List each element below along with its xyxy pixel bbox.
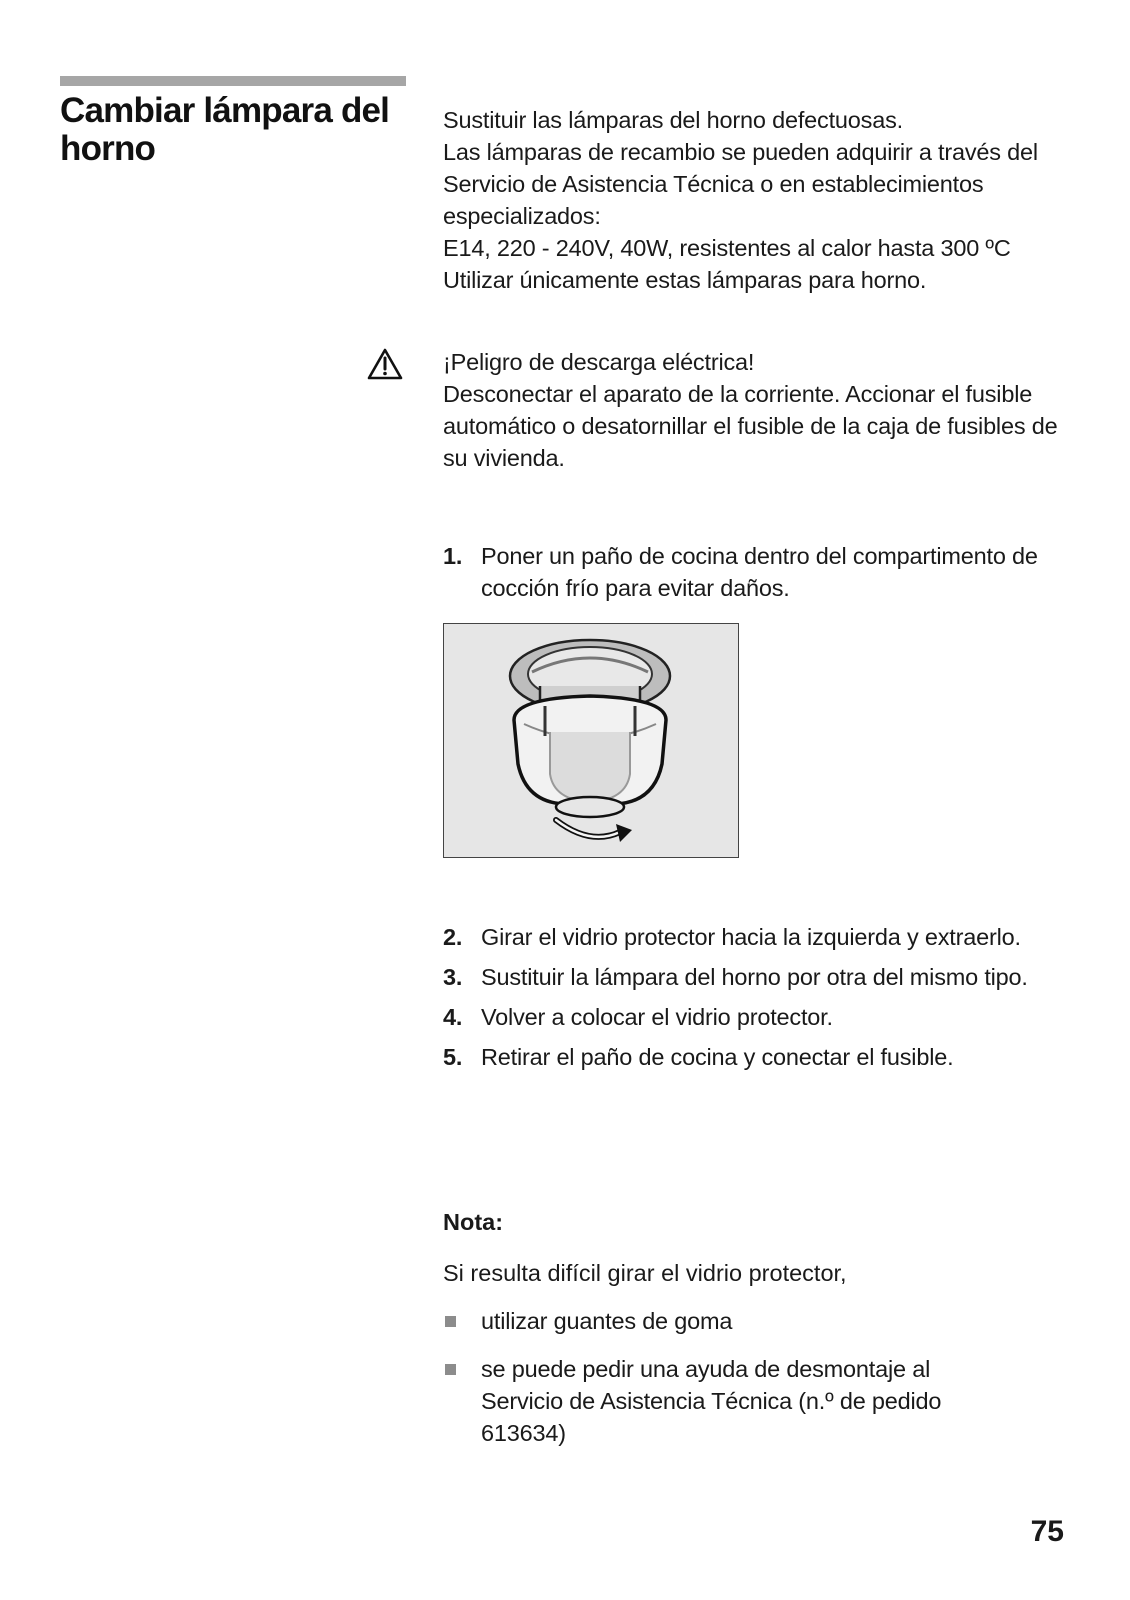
intro-line: Utilizar únicamente estas lámparas para horno. [443, 267, 927, 293]
list-item [443, 540, 1063, 604]
intro-line: Las lámparas de recambio se pueden adquirir a través del Servicio de Asistencia Técnica o en establecimientos especializados: [443, 139, 1038, 229]
bullet-square-icon [445, 1364, 456, 1375]
step-number: 3. [443, 964, 463, 990]
warning-heading: ¡Peligro de descarga eléctrica! [443, 349, 755, 375]
note-heading: Nota: [443, 1209, 504, 1235]
steps-list [443, 540, 1063, 604]
list-item [443, 961, 1063, 993]
bullet-text: utilizar guantes de goma [481, 1308, 733, 1334]
intro-text [443, 104, 1063, 296]
bullet-square-icon [445, 1316, 456, 1327]
warning-triangle-icon [367, 348, 403, 380]
list-item [443, 1305, 1063, 1337]
intro-line: Sustituir las lámparas del horno defectuosas. [443, 107, 903, 133]
steps-list [443, 921, 1063, 1081]
step-number: 4. [443, 1004, 463, 1030]
section-rule [60, 76, 406, 86]
lamp-figure [443, 623, 739, 858]
note-bullets [443, 1305, 1063, 1465]
list-item [443, 921, 1063, 953]
warning-block [443, 346, 1063, 474]
list-item [443, 1353, 1001, 1449]
list-item [443, 1001, 1063, 1033]
step-number: 5. [443, 1044, 463, 1070]
step-text: Sustituir la lámpara del horno por otra del mismo tipo. [481, 964, 1028, 990]
step-text: Retirar el paño de cocina y conectar el fusible. [481, 1044, 954, 1070]
list-item [443, 1041, 1063, 1073]
note-text: Si resulta difícil girar el vidrio protector, [443, 1260, 847, 1286]
step-text: Poner un paño de cocina dentro del compartimento de cocción frío para evitar daños. [481, 543, 1038, 601]
step-number: 2. [443, 924, 463, 950]
step-text: Volver a colocar el vidrio protector. [481, 1004, 833, 1030]
page-title: Cambiar lámpara del horno [60, 91, 390, 168]
step-number: 1. [443, 543, 463, 569]
page-number: 75 [1030, 1515, 1064, 1548]
oven-lamp-cover-illustration [444, 624, 737, 856]
intro-line: E14, 220 - 240V, 40W, resistentes al calor hasta 300 ºC [443, 235, 1011, 261]
step-text: Girar el vidrio protector hacia la izquierda y extraerlo. [481, 924, 1021, 950]
bullet-text: se puede pedir una ayuda de desmontaje al Servicio de Asistencia Técnica (n.º de pedido 613634) [481, 1356, 942, 1446]
warning-text: Desconectar el aparato de la corriente. Accionar el fusible automático o desatornillar el fusible de la caja de fusibles de su vivienda. [443, 381, 1058, 471]
